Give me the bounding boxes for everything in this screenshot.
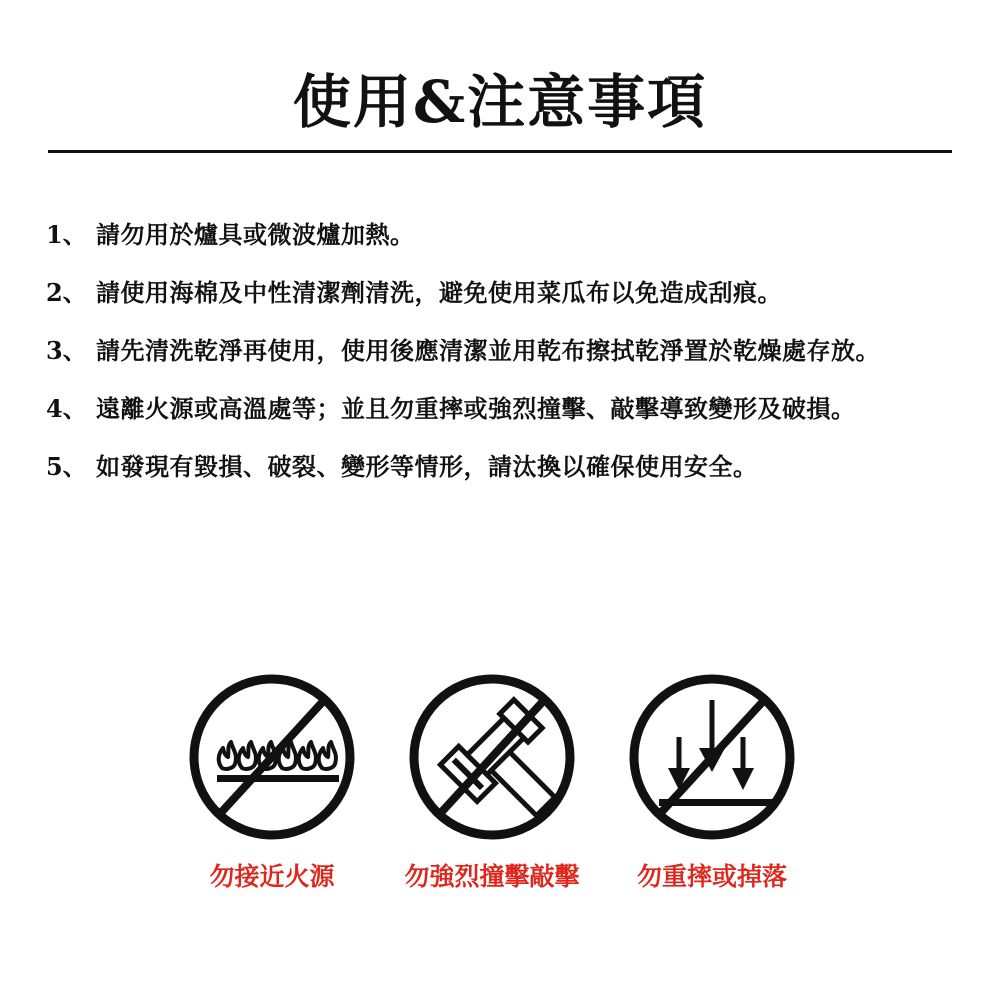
title-divider: [48, 150, 952, 153]
note-item: [46, 380, 956, 438]
warning-caption: 勿接近火源: [209, 862, 335, 891]
note-item: [46, 322, 956, 380]
warning-icons: [0, 672, 1000, 902]
note-item: [46, 206, 956, 264]
page-title: 使用&注意事項: [292, 68, 708, 136]
note-number: 4、: [46, 394, 87, 423]
note-text: 請使用海棉及中性清潔劑清洗，避免使用菜瓜布以免造成刮痕。: [96, 278, 782, 307]
no-fire-icon: [187, 672, 357, 842]
note-number: 1、: [46, 220, 87, 249]
warning-no-fire: [172, 672, 372, 902]
warning-caption: 勿重摔或掉落: [636, 862, 787, 891]
note-item: [46, 264, 956, 322]
note-item: [46, 438, 956, 496]
no-hammer-icon: [407, 672, 577, 842]
note-text: 請勿用於爐具或微波爐加熱。: [96, 220, 415, 249]
warning-no-impact: [392, 672, 592, 902]
note-text: 如發現有毀損、破裂、變形等情形，請汰換以確保使用安全。: [96, 452, 758, 481]
notes-list: [46, 206, 956, 496]
note-text: 請先清洗乾淨再使用，使用後應清潔並用乾布擦拭乾淨置於乾燥處存放。: [96, 336, 880, 365]
note-number: 5、: [46, 452, 87, 481]
note-text: 遠離火源或高溫處等；並且勿重摔或強烈撞擊、敲擊導致變形及破損。: [96, 394, 856, 423]
no-drop-icon: [627, 672, 797, 842]
note-number: 3、: [46, 336, 87, 365]
note-number: 2、: [46, 278, 87, 307]
warning-caption: 勿強烈撞擊敲擊: [404, 862, 580, 891]
warning-no-drop: [612, 672, 812, 902]
